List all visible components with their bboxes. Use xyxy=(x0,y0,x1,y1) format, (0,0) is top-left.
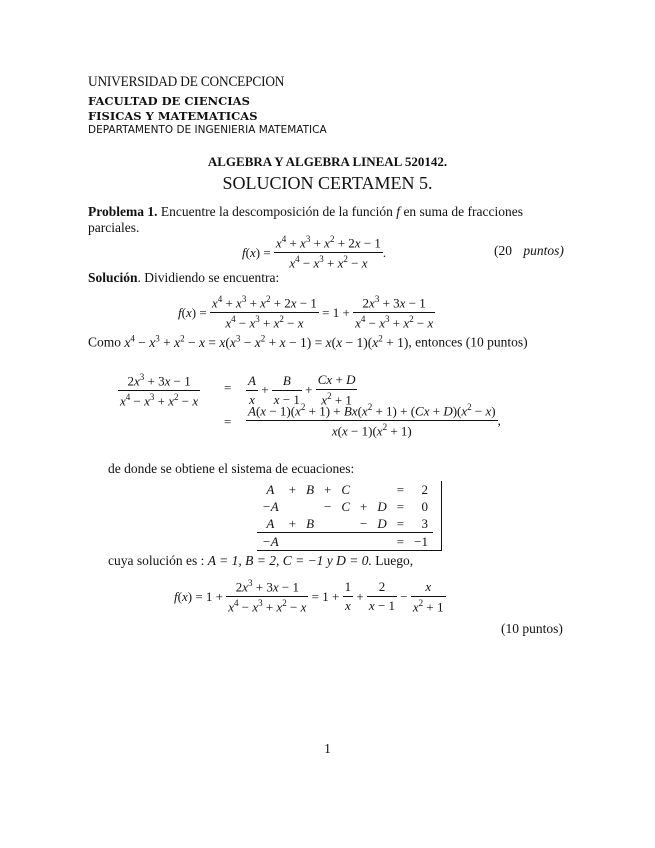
formula-final: f(x) = 1 + $\frac{2x^3 + 3x - 1}{x^4 - x^3 + x^2 - x}$ = 1 + $\frac{1}{x}$ + $\frac{2}{x - 1}$ − $\frac{x}{x^2 + 1}$ xyxy=(174,578,444,615)
problem-text-1: Encuentre la descomposición de la función xyxy=(160,204,393,219)
page-number: 1 xyxy=(324,741,331,756)
course-title: ALGEBRA Y ALGEBRA LINEAL 520142. xyxy=(207,154,448,169)
equation-cell: B xyxy=(306,481,315,497)
points-word: puntos) xyxy=(523,243,564,258)
solution-label: Solución xyxy=(88,270,138,285)
points-2: (10 puntos) xyxy=(501,621,563,636)
equation-cell: C xyxy=(341,481,351,497)
faculty-line-1: FACULTAD DE CIENCIAS xyxy=(88,94,250,108)
cuya-text: cuya solución es : xyxy=(108,553,205,568)
equation-system-table xyxy=(257,481,433,550)
problem-label: Problema 1. xyxy=(88,204,158,219)
equation-cell: − xyxy=(324,498,332,514)
solution-intro xyxy=(88,270,279,286)
equation-cell xyxy=(336,533,355,551)
entonces-text: , entonces xyxy=(408,334,463,350)
equation-cell: 3 xyxy=(421,515,428,531)
problem-var-f: f xyxy=(396,204,401,219)
equation-cell xyxy=(355,481,372,498)
formula-partial-rhs-1: $\frac{A}{x}$ + $\frac{B}{x - 1}$ + $\frac{Cx + D}{x^2 + 1}$ xyxy=(248,372,356,408)
equation-cell: + xyxy=(324,481,332,497)
department-name: DEPARTAMENTO DE INGENIERIA MATEMATICA xyxy=(88,124,327,136)
equation-cell xyxy=(301,498,319,515)
equation-cell xyxy=(319,533,336,551)
equation-cell: C xyxy=(341,498,351,514)
equation-cell: + xyxy=(288,481,297,497)
equation-cell: = xyxy=(396,481,405,497)
factorization-line: Como $x^4 - x^3 + x^2 - x = x(x^3 - x^2 + x - 1) = x(x - 1)(x^2 + 1)$, entonces (10 puntos) xyxy=(88,333,528,350)
formula-partial-rhs-2: $\frac{A(x - 1)(x^2 + 1) + Bx(x^2 + 1) + (Cx + D)(x^2 - x)}{x(x - 1)(x^2 + 1)}$ , xyxy=(248,402,501,439)
equation-row xyxy=(257,498,433,515)
como-text: Como xyxy=(88,334,122,350)
points-1: (10 puntos) xyxy=(465,334,528,350)
formula-division: f(x) = $\frac{x^4 + x^3 + x^2 + 2x - 1}{x^4 - x^3 + x^2 - x}$ = 1 + $\frac{2x^3 + 3x - 1}{x^4 - x^3 + x^2 - x}$ xyxy=(178,294,434,331)
equation-cell: A xyxy=(266,481,275,497)
problem-text-3: parciales. xyxy=(88,220,140,235)
equation-cell: A xyxy=(266,515,275,531)
equation-cell: 0 xyxy=(421,498,428,514)
equation-row xyxy=(257,515,433,533)
equation-cell: = xyxy=(396,515,405,531)
solution-intro-text: . Dividiendo se encuentra: xyxy=(137,270,280,285)
equation-cell xyxy=(284,498,301,515)
system-intro: de donde se obtiene el sistema de ecuaciones: xyxy=(108,461,355,476)
equals-1: = xyxy=(224,380,232,395)
equation-cell xyxy=(284,533,301,551)
equation-cell xyxy=(336,515,355,533)
equation-cell: = xyxy=(396,533,405,549)
equation-row xyxy=(257,481,433,498)
equation-cell xyxy=(372,533,391,551)
problem-text-2: en suma de fracciones xyxy=(403,204,524,219)
equation-cell: −1 xyxy=(414,533,428,549)
equation-cell: = xyxy=(396,498,405,514)
equation-cell: B xyxy=(306,515,315,531)
faculty-line-2: FISICAS Y MATEMATICAS xyxy=(88,109,258,123)
solution-values: A = 1, B = 2, C = −1 y D = 0. xyxy=(207,553,372,568)
equation-cell: − xyxy=(360,515,368,531)
university-name: UNIVERSIDAD DE CONCEPCION xyxy=(88,74,285,90)
equation-cell: 2 xyxy=(421,481,428,497)
equation-cell: D xyxy=(377,515,387,531)
equation-cell xyxy=(372,481,391,498)
equation-cell xyxy=(355,533,372,551)
problem-points xyxy=(494,243,564,259)
solution-values-line xyxy=(108,553,413,569)
equation-cell: D xyxy=(377,498,387,514)
problem-statement xyxy=(88,204,566,220)
equation-cell: + xyxy=(360,498,368,514)
equation-cell: −A xyxy=(262,533,279,549)
luego-text: Luego, xyxy=(375,553,414,568)
equation-cell: + xyxy=(288,515,297,531)
equation-row xyxy=(257,533,433,551)
points-number: (20 xyxy=(494,243,512,258)
formula-partial-lhs: $\frac{2x^3 + 3x - 1}{x^4 - x^3 + x^2 - x}$ xyxy=(120,372,199,409)
equation-cell xyxy=(319,515,336,533)
equation-system xyxy=(257,481,442,551)
page-title: SOLUCION CERTAMEN 5. xyxy=(222,173,433,193)
equation-cell xyxy=(301,533,319,551)
formula-f-definition: f(x) = $\frac{x^4 + x^3 + x^2 + 2x - 1}{x^4 - x^3 + x^2 - x}$ . xyxy=(242,234,387,271)
equals-2: = xyxy=(224,414,232,429)
equation-cell: −A xyxy=(262,498,279,514)
